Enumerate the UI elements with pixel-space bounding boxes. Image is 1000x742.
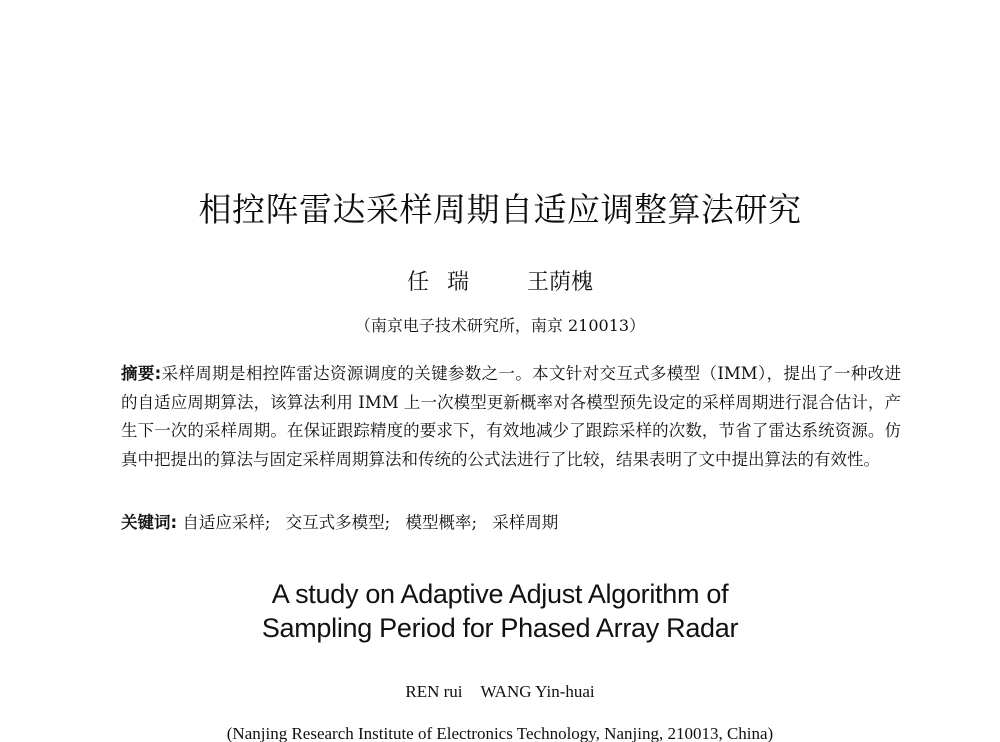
english-title-line1: A study on Adaptive Adjust Algorithm of [271,579,729,609]
english-title-line2: Sampling Period for Phased Array Radar [261,613,739,643]
author-wang-yinhuai-en: WANG Yin-huai [480,682,595,701]
chinese-keywords [121,510,901,536]
abstract-label: 摘要: [121,364,162,383]
chinese-affiliation: （南京电子技术研究所，南京 210013） [354,316,646,335]
abstract-text: 采样周期是相控阵雷达资源调度的关键参数之一。本文针对交互式多模型（IMM），提出了一种改进的自适应周期算法，该算法利用 IMM 上一次模型更新概率对各模型预先设定的采样周期进行混合估计，产生下一次的采样周期。在保证跟踪精度的要求下，有效地减少了跟踪采样的次数，节省了雷达系统资源。仿真中把提出的算法与固定采样周期算法和传统的公式法进行了比较，结果表明了文中提出算法的有效性。 [121,364,901,469]
english-authors [0,680,1000,704]
keyword-item: 采样周期 [492,513,559,532]
english-title [0,577,1000,645]
chinese-authors [0,268,1000,298]
author-wang-yinhuai-cn: 王荫槐 [527,270,594,295]
english-affiliation: (Nanjing Research Institute of Electronics Technology, Nanjing, 210013, China) [226,724,774,742]
author-ren-rui-cn: 任瑞 [406,270,487,295]
keyword-item: 自适应采样; [182,513,271,532]
keyword-item: 模型概率; [405,513,478,532]
keywords-label: 关键词: [121,513,178,532]
chinese-title: 相控阵雷达采样周期自适应调整算法研究 [198,190,802,229]
chinese-abstract [121,360,901,474]
keyword-item: 交互式多模型; [285,513,391,532]
author-ren-rui-en: REN rui [405,682,463,701]
